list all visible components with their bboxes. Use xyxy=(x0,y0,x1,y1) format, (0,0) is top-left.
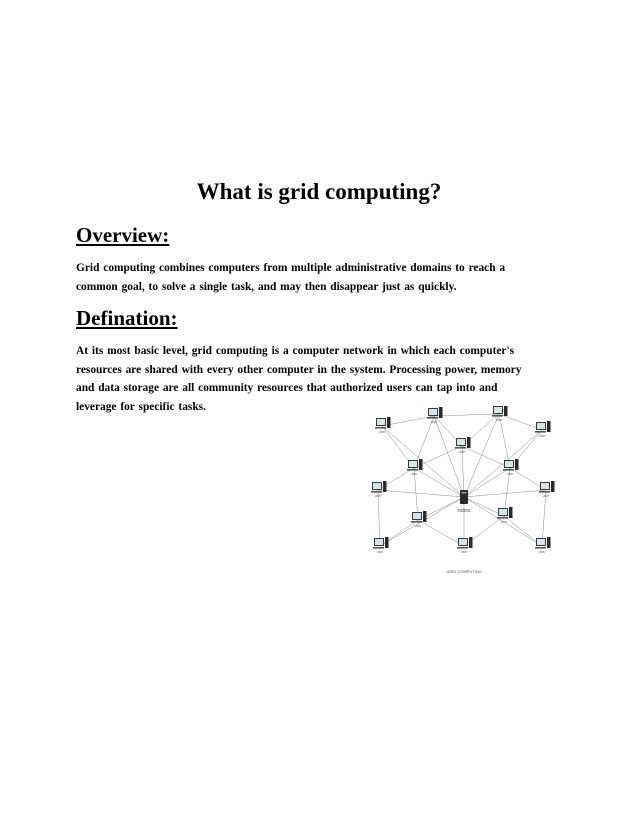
definition-line: resources are shared with every other computer in the system. Processing power, memory xyxy=(76,363,522,376)
screen-icon xyxy=(537,539,545,545)
screen-icon xyxy=(459,539,467,545)
user-label: User xyxy=(458,450,466,454)
tower-icon xyxy=(439,407,443,418)
tower-icon xyxy=(383,481,387,492)
keyboard-icon xyxy=(497,517,508,519)
overview-line: Grid computing combines computers from multiple administrative domains to reach a xyxy=(76,262,506,274)
overview-heading: Overview: xyxy=(76,223,170,247)
network-link xyxy=(434,414,499,416)
tower-icon xyxy=(419,459,423,470)
network-link xyxy=(464,490,546,497)
keyboard-icon xyxy=(455,447,466,449)
tower-icon xyxy=(515,459,519,470)
keyboard-icon xyxy=(492,415,503,417)
computer-icon xyxy=(411,511,427,528)
keyboard-icon xyxy=(535,431,546,433)
network-link xyxy=(378,490,464,497)
network-link xyxy=(499,414,542,430)
network-link xyxy=(510,430,542,468)
page-title: What is grid computing? xyxy=(196,179,442,204)
computer-icon xyxy=(427,407,443,424)
tower-icon xyxy=(467,437,471,448)
network-link xyxy=(418,520,464,546)
tower-icon xyxy=(387,417,391,428)
network-link xyxy=(378,490,380,546)
network-link xyxy=(464,414,499,497)
definition-line: leverage for specific tasks. xyxy=(76,400,206,413)
tower-icon xyxy=(547,421,551,432)
user-label: User xyxy=(410,472,418,476)
definition-line: At its most basic level, grid computing is a computer network in which each computer's xyxy=(76,345,515,357)
user-label: User xyxy=(538,434,546,438)
network-link xyxy=(414,468,464,497)
keyboard-icon xyxy=(407,469,418,471)
computer-icon xyxy=(503,459,519,476)
user-label: User xyxy=(460,550,468,554)
screen-icon xyxy=(457,439,465,445)
computer-icon xyxy=(457,537,473,554)
screen-icon xyxy=(413,513,421,519)
definition-heading: Defination: xyxy=(76,306,178,330)
grid-computing-diagram xyxy=(364,406,564,578)
node-label: NODE xyxy=(457,508,471,513)
network-link xyxy=(462,446,510,468)
node-server-slot xyxy=(462,492,467,494)
overview-line: common goal, to solve a single task, and may then disappear just as quickly. xyxy=(76,280,457,293)
definition-line: and data storage are all community resources that authorized users can tap into and xyxy=(76,382,498,394)
screen-icon xyxy=(494,407,502,413)
network-computers xyxy=(371,406,555,554)
diagram-caption: GRID COMPUTING xyxy=(446,569,482,574)
keyboard-icon xyxy=(503,469,514,471)
keyboard-icon xyxy=(539,491,550,493)
tower-icon xyxy=(504,406,508,416)
network-link xyxy=(542,490,546,546)
network-link xyxy=(464,430,542,497)
computer-icon xyxy=(373,537,389,554)
computer-icon xyxy=(407,459,423,476)
computer-icon xyxy=(455,437,471,454)
screen-icon xyxy=(505,461,513,467)
screen-icon xyxy=(541,483,549,489)
network-link xyxy=(499,414,510,468)
keyboard-icon xyxy=(375,427,386,429)
keyboard-icon xyxy=(457,547,468,549)
network-link xyxy=(382,426,464,497)
user-label: User xyxy=(495,418,503,422)
computer-icon xyxy=(371,481,387,498)
tower-icon xyxy=(509,507,513,518)
user-label: User xyxy=(374,494,382,498)
user-label: User xyxy=(506,472,514,476)
tower-icon xyxy=(547,537,551,548)
computer-icon xyxy=(535,537,551,554)
user-label: User xyxy=(414,524,422,528)
screen-icon xyxy=(377,419,385,425)
overview-paragraph xyxy=(76,259,546,296)
user-label: User xyxy=(542,494,550,498)
computer-icon xyxy=(492,406,508,422)
tower-icon xyxy=(385,537,389,548)
user-label: User xyxy=(500,520,508,524)
keyboard-icon xyxy=(411,521,422,523)
screen-icon xyxy=(373,483,381,489)
user-label: User xyxy=(376,550,384,554)
user-label: User xyxy=(538,550,546,554)
screen-icon xyxy=(499,509,507,515)
user-label: User xyxy=(430,420,438,424)
definition-paragraph xyxy=(76,342,568,416)
computer-icon xyxy=(497,507,513,524)
tower-icon xyxy=(423,511,427,522)
screen-icon xyxy=(429,409,437,415)
keyboard-icon xyxy=(371,491,382,493)
computer-icon xyxy=(539,481,555,498)
network-link xyxy=(464,468,510,497)
screen-icon xyxy=(409,461,417,467)
tower-icon xyxy=(551,481,555,492)
keyboard-icon xyxy=(427,417,438,419)
keyboard-icon xyxy=(373,547,384,549)
network-links xyxy=(378,414,546,546)
central-node xyxy=(457,490,470,513)
screen-icon xyxy=(375,539,383,545)
user-label: User xyxy=(378,430,386,434)
keyboard-icon xyxy=(535,547,546,549)
tower-icon xyxy=(469,537,473,548)
screen-icon xyxy=(537,423,545,429)
